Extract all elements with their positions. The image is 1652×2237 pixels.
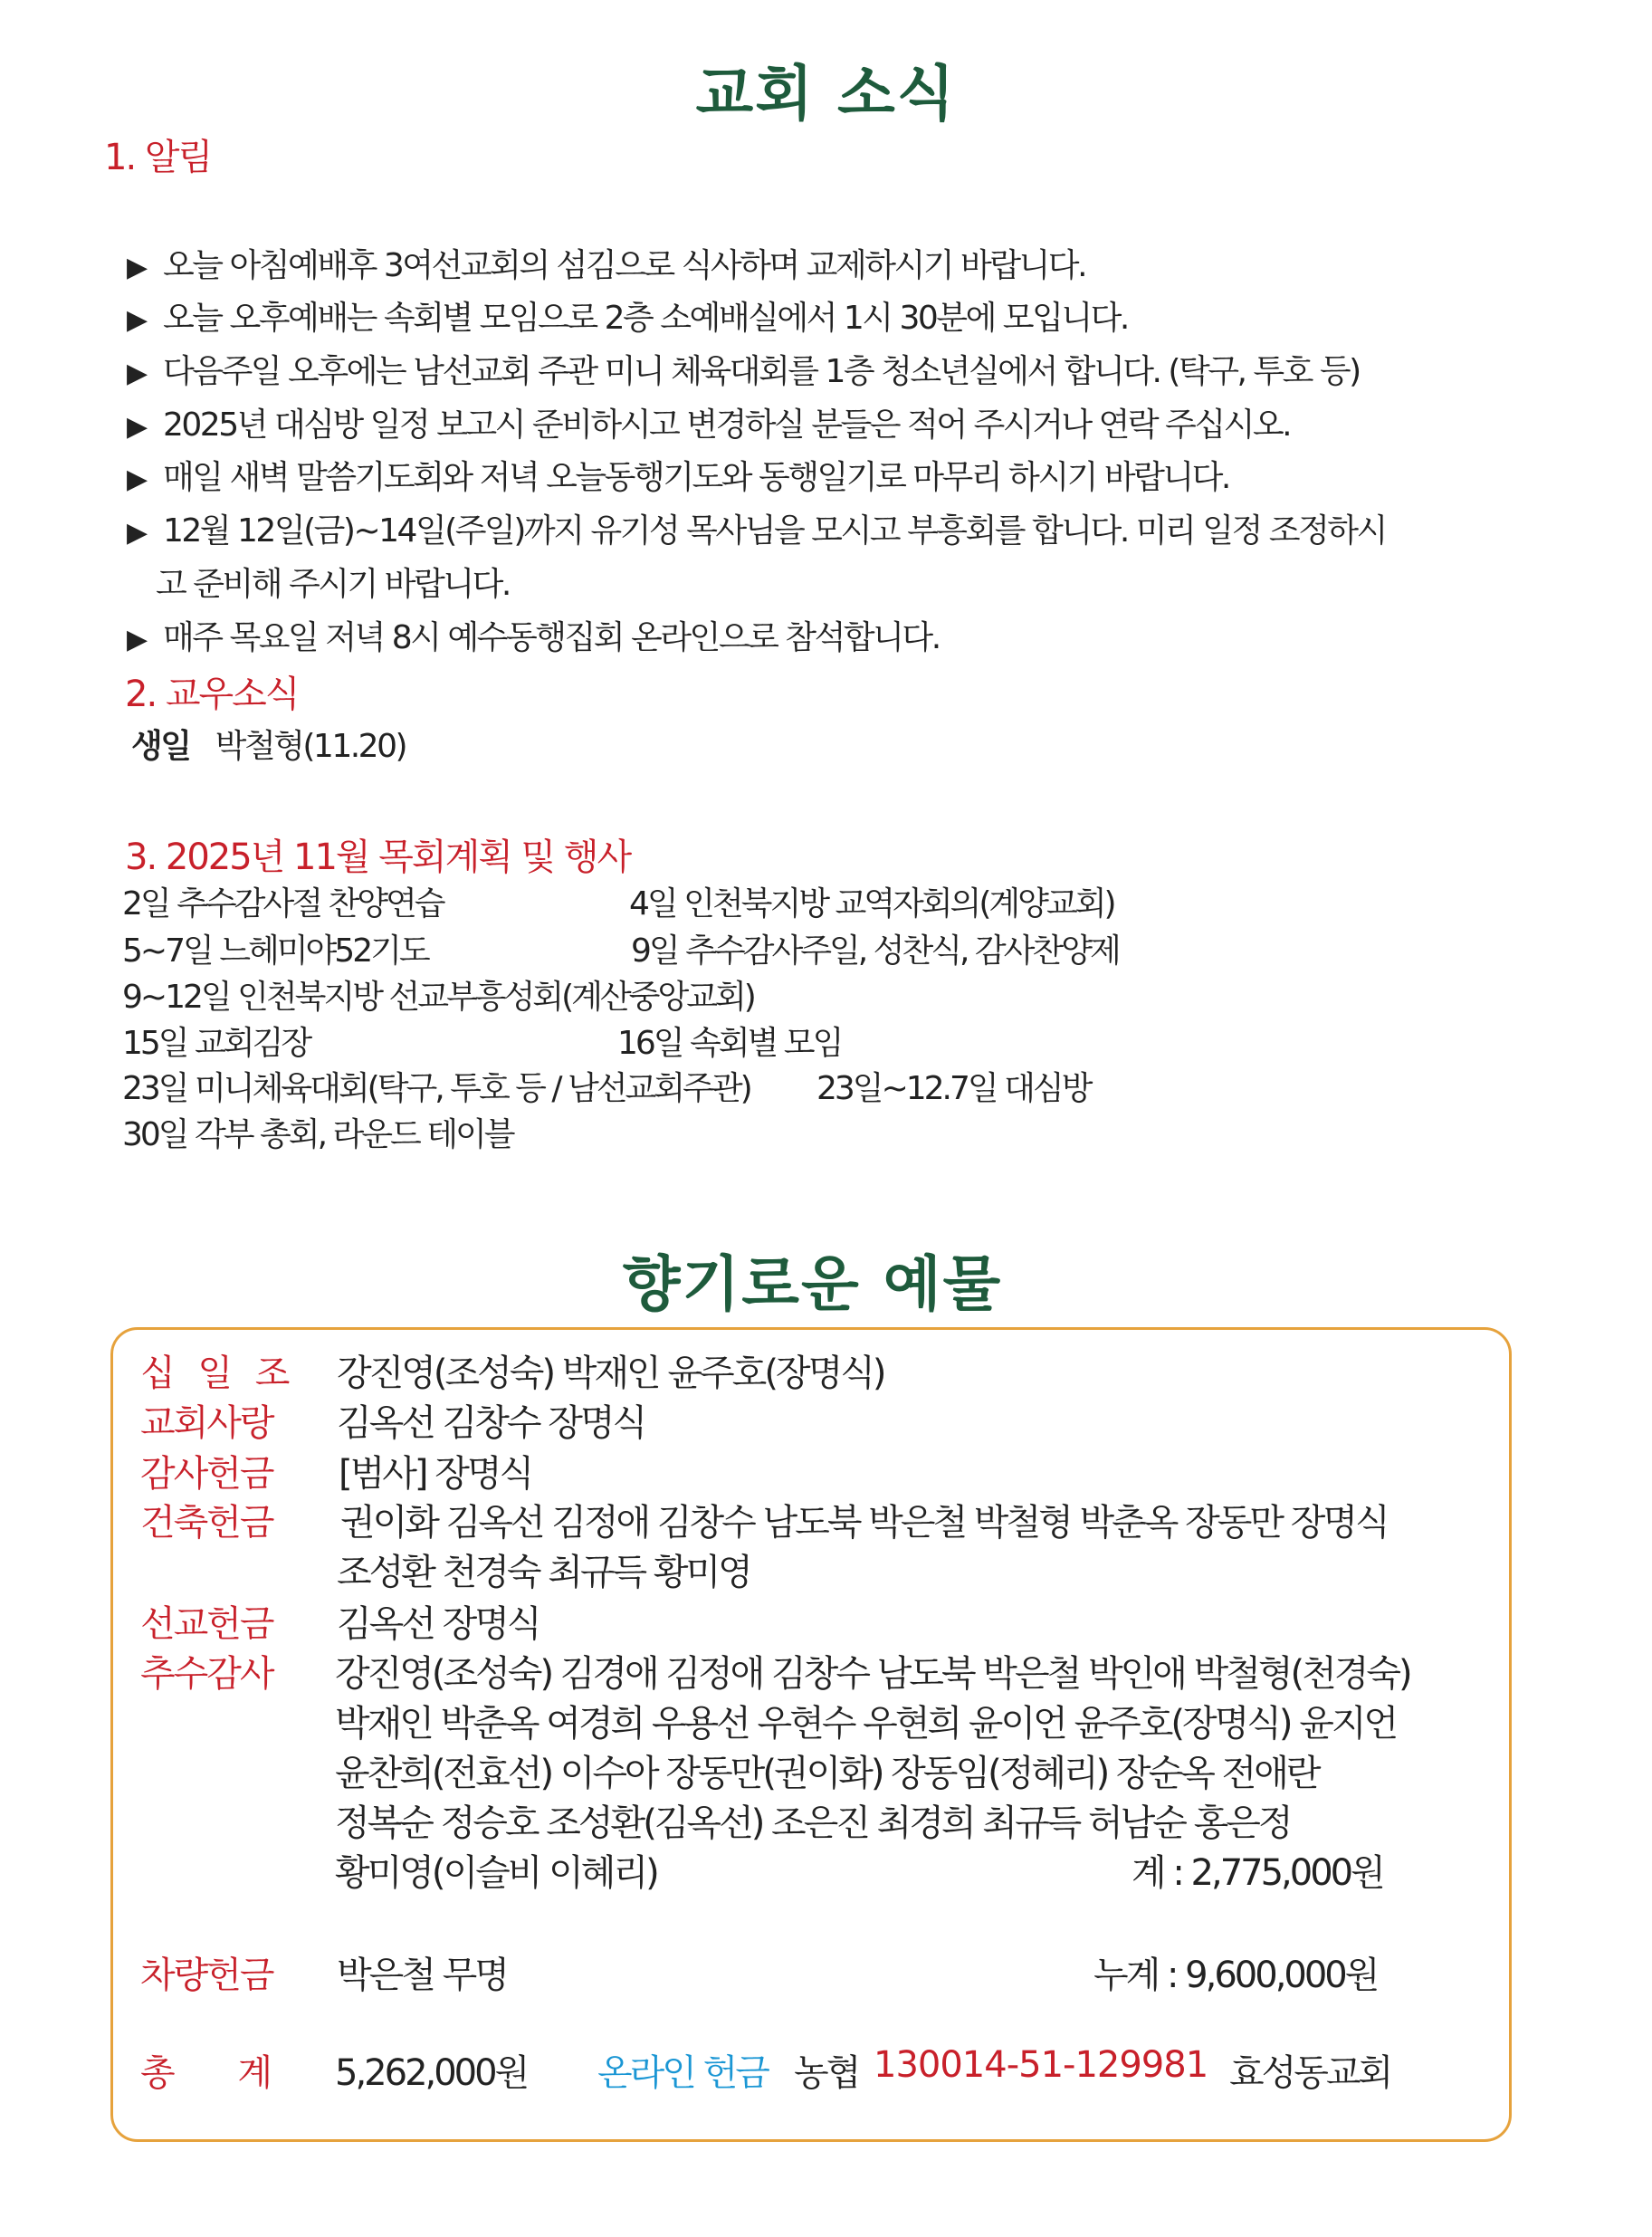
section3-heading: 3. 2025년 11월 목회계획 및 행사 xyxy=(125,836,631,878)
harvest-names: 정복순 정승호 조성환(김옥선) 조은진 최경희 최규득 허남순 홍은정 xyxy=(335,1802,1291,1844)
harvest-names: 강진영(조성숙) 김경애 김정애 김창수 남도북 박은철 박인애 박철형(천경숙) xyxy=(335,1653,1410,1695)
account-number: 130014-51-129981 xyxy=(874,2044,1208,2086)
church-love-label: 교회사랑 xyxy=(140,1402,273,1444)
notice-item: ▶ 12월 12일(금)~14일(주일)까지 유기성 목사님을 모시고 부흥회를 합니다. 미리 일정 조정하시 xyxy=(127,512,1386,550)
schedule-item: 23일~12.7일 대심방 xyxy=(816,1070,1091,1107)
tithe-names: 강진영(조성숙) 박재인 윤주호(장명식) xyxy=(337,1353,884,1394)
schedule-item: 16일 속회별 모임 xyxy=(617,1025,842,1062)
tithe-label: 십 일 조 xyxy=(140,1353,296,1394)
birthday-label: 생일 xyxy=(131,728,190,765)
offering-title: 향기로운 예물 xyxy=(622,1249,1003,1319)
harvest-total: 계 : 2,775,000원 xyxy=(1132,1852,1383,1894)
grand-total-label: 총 계 xyxy=(140,2052,271,2094)
church-love-names: 김옥선 김창수 장명식 xyxy=(337,1402,645,1444)
notice-item: ▶ 오늘 오후예배는 속회별 모임으로 2층 소예배실에서 1시 30분에 모입니다. xyxy=(127,300,1128,337)
bullet-icon: ▶ xyxy=(127,411,146,443)
mission-label: 선교헌금 xyxy=(140,1603,273,1645)
thanks-names: [범사] 장명식 xyxy=(339,1453,532,1495)
bank-name: 농협 xyxy=(794,2052,859,2094)
bullet-icon: ▶ xyxy=(127,304,146,336)
schedule-item: 30일 각부 총회, 라운드 테이블 xyxy=(122,1116,513,1153)
notice-item: ▶ 매주 목요일 저녁 8시 예수동행집회 온라인으로 참석합니다. xyxy=(127,619,940,656)
mission-names: 김옥선 장명식 xyxy=(337,1603,540,1645)
building-names: 조성환 천경숙 최규득 황미영 xyxy=(337,1552,750,1593)
bullet-icon: ▶ xyxy=(127,464,146,495)
harvest-names: 박재인 박춘옥 여경희 우용선 우현수 우현희 윤이언 윤주호(장명식) 윤지언 xyxy=(335,1703,1397,1745)
bullet-icon: ▶ xyxy=(127,358,146,389)
schedule-item: 9~12일 인천북지방 선교부흥성회(계산중앙교회) xyxy=(122,979,754,1016)
vehicle-total: 누계 : 9,600,000원 xyxy=(1093,1955,1378,1996)
notice-item: ▶ 오늘 아침예배후 3여선교회의 섬김으로 식사하며 교제하시기 바랍니다. xyxy=(127,247,1086,284)
schedule-item: 4일 인천북지방 교역자회의(계양교회) xyxy=(629,885,1114,923)
harvest-label: 추수감사 xyxy=(140,1653,273,1695)
notice-item-continuation: 고 준비해 주시기 바랍니다. xyxy=(156,566,510,603)
section2-heading: 2. 교우소식 xyxy=(125,674,299,715)
birthday-row xyxy=(131,721,406,767)
building-label: 건축헌금 xyxy=(140,1502,273,1544)
church-name: 효성동교회 xyxy=(1229,2052,1391,2094)
notice-item: ▶ 매일 새벽 말씀기도회와 저녁 오늘동행기도와 동행일기로 마무리 하시기 바랍니다. xyxy=(127,459,1229,496)
section1-heading: 1. 알림 xyxy=(104,137,212,178)
notice-item: ▶ 2025년 대심방 일정 보고시 준비하시고 변경하실 분들은 적어 주시거나 연락 주십시오. xyxy=(127,406,1291,444)
notice-item: ▶ 다음주일 오후에는 남선교회 주관 미니 체육대회를 1층 청소년실에서 합니다. (탁구, 투호 등) xyxy=(127,353,1360,390)
schedule-item: 5~7일 느헤미야52기도 xyxy=(122,932,428,970)
harvest-names: 황미영(이슬비 이혜리) xyxy=(335,1852,657,1894)
thanks-label: 감사헌금 xyxy=(140,1453,273,1495)
vehicle-label: 차량헌금 xyxy=(140,1955,273,1996)
schedule-item: 15일 교회김장 xyxy=(122,1025,310,1062)
bullet-icon: ▶ xyxy=(127,517,146,549)
online-offering-label: 온라인 헌금 xyxy=(597,2052,768,2094)
bullet-icon: ▶ xyxy=(127,252,146,283)
vehicle-names: 박은철 무명 xyxy=(337,1955,507,1996)
schedule-item: 23일 미니체육대회(탁구, 투호 등 / 남선교회주관) xyxy=(122,1070,750,1107)
news-title: 교회 소식 xyxy=(695,59,957,129)
building-names: 권이화 김옥선 김정애 김창수 남도북 박은철 박철형 박춘옥 장동만 장명식 xyxy=(340,1502,1388,1544)
schedule-item: 2일 추수감사절 찬양연습 xyxy=(122,885,444,923)
schedule-item: 9일 추수감사주일, 성찬식, 감사찬양제 xyxy=(631,932,1119,970)
bullet-icon: ▶ xyxy=(127,624,146,655)
grand-total-value: 5,262,000원 xyxy=(335,2052,528,2094)
harvest-names: 윤찬희(전효선) 이수아 장동만(권이화) 장동임(정혜리) 장순옥 전애란 xyxy=(335,1753,1319,1794)
birthday-text: 박철형(11.20) xyxy=(215,728,406,765)
